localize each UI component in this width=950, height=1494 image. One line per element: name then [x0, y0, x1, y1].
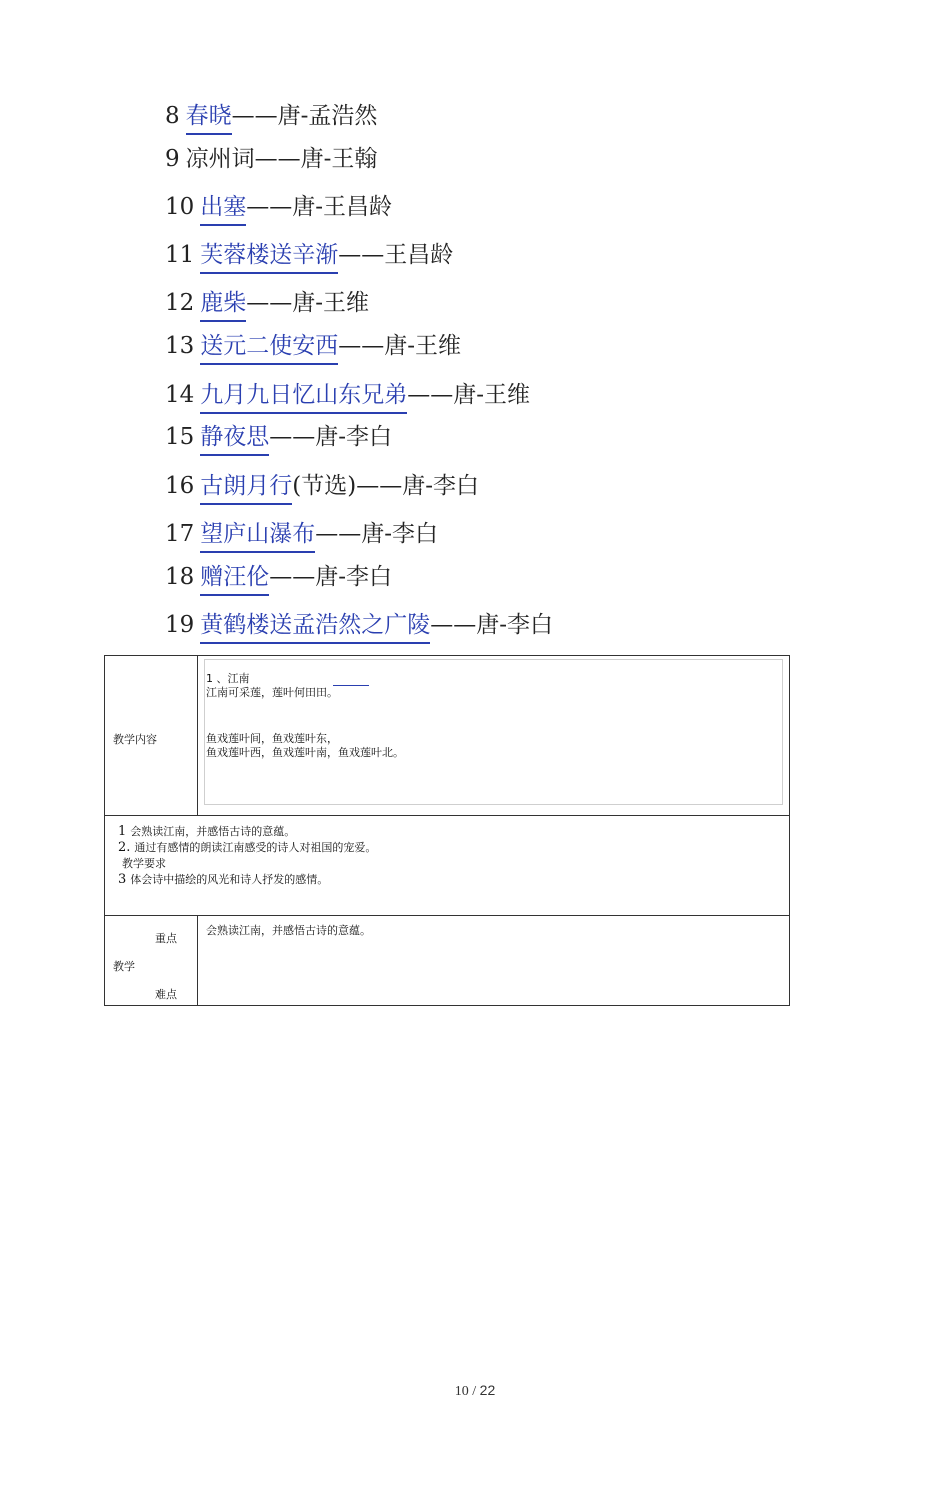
table-row-key-points	[105, 916, 790, 1006]
label-teaching: 教学	[113, 960, 135, 973]
poem-item-19	[165, 610, 553, 644]
poem-item-15	[165, 422, 392, 456]
poem-author: 唐-李白	[361, 521, 439, 547]
poem-number: 8	[165, 103, 180, 129]
poem-separator: ——	[338, 242, 385, 268]
label-key: 重点	[155, 932, 177, 945]
poem-separator: ——	[338, 333, 385, 359]
poem-author: 唐-孟浩然	[277, 103, 378, 129]
poem-author: 唐-王昌龄	[292, 194, 393, 220]
poem-title-link[interactable]: 出塞	[200, 192, 246, 226]
content-cell	[198, 916, 790, 1006]
poem-number: 14	[165, 382, 195, 408]
poem-item-14	[165, 380, 530, 414]
poem-author: 唐-李白	[315, 564, 393, 590]
poem-line: 江南可采莲，莲叶何田田。	[206, 686, 338, 699]
poem-title-link[interactable]: 九月九日忆山东兄弟	[200, 380, 407, 414]
poem-author: 唐-李白	[402, 473, 480, 499]
poem-line: 鱼戏莲叶间，鱼戏莲叶东，	[206, 732, 338, 745]
poem-number: 18	[165, 564, 195, 590]
poem-number: 9	[165, 146, 180, 172]
lesson-plan-table	[104, 655, 790, 1006]
poem-item-8	[165, 101, 377, 135]
poem-author: 唐-李白	[315, 424, 393, 450]
poem-number: 15	[165, 424, 195, 450]
poem-separator: ——	[407, 382, 454, 408]
poem-separator: ——	[269, 564, 316, 590]
poem-author: 唐-王维	[453, 382, 531, 408]
requirement-item: 1 会熟读江南，并感悟古诗的意蕴。	[118, 824, 296, 839]
poem-number: 10	[165, 194, 195, 220]
poem-title-link[interactable]: 芙蓉楼送辛渐	[200, 240, 338, 274]
poem-author: 唐-王翰	[300, 146, 378, 172]
poem-text-box	[204, 659, 783, 805]
poem-author: 唐-王维	[292, 290, 370, 316]
poem-title-link[interactable]: 送元二使安西	[200, 331, 338, 365]
poem-item-17	[165, 519, 438, 553]
requirement-item: 2. 通过有感情的朗读江南感受的诗人对祖国的宠爱。	[118, 840, 377, 855]
requirements-cell	[105, 816, 790, 916]
row-label-teaching-content: 教学内容	[113, 733, 157, 746]
poem-separator: (节选)——	[292, 473, 403, 499]
poem-item-13	[165, 331, 461, 365]
page-number: 10 / 22	[454, 1382, 496, 1399]
content-cell	[198, 656, 790, 816]
poem-number: 19	[165, 612, 195, 638]
poem-separator: ——	[315, 521, 362, 547]
poem-author: 唐-李白	[476, 612, 554, 638]
poem-title-link[interactable]: 春晓	[186, 101, 232, 135]
requirement-item: 3 体会诗中描绘的风光和诗人抒发的感情。	[118, 872, 329, 887]
poem-item-18	[165, 562, 392, 596]
poem-separator: ——	[269, 424, 316, 450]
poem-separator: ——	[254, 146, 301, 172]
label-difficulty: 难点	[155, 988, 177, 1001]
table-row-content	[105, 656, 790, 816]
poem-title-link[interactable]: 赠汪伦	[200, 562, 269, 596]
poem-title-link[interactable]: 黄鹤楼送孟浩然之广陵	[200, 610, 430, 644]
requirements-list	[105, 816, 789, 888]
poem-item-9	[165, 144, 377, 176]
poem-title-link[interactable]: 静夜思	[200, 422, 269, 456]
poem-line: 鱼戏莲叶西，鱼戏莲叶南，鱼戏莲叶北。	[206, 746, 404, 759]
label-cell	[105, 656, 198, 816]
poem-number: 12	[165, 290, 195, 316]
poem-separator: ——	[231, 103, 278, 129]
key-points-text: 会熟读江南，并感悟古诗的意蕴。	[206, 924, 371, 937]
poem-separator: ——	[246, 194, 293, 220]
poem-heading: 1 、江南	[206, 672, 250, 685]
poem-item-12	[165, 288, 369, 322]
poem-title: 凉州词	[185, 146, 255, 172]
poem-author: 王昌龄	[384, 242, 454, 268]
poem-title-link[interactable]: 望庐山瀑布	[200, 519, 315, 553]
requirement-label: 教学要求	[122, 857, 166, 870]
poem-number: 17	[165, 521, 195, 547]
poem-number: 13	[165, 333, 195, 359]
poem-item-10	[165, 192, 392, 226]
poem-separator: ——	[246, 290, 293, 316]
table-row-requirements	[105, 816, 790, 916]
poem-title-link[interactable]: 鹿柴	[200, 288, 246, 322]
poem-item-16	[165, 471, 479, 505]
poem-number: 16	[165, 473, 195, 499]
label-cell	[105, 916, 198, 1006]
poem-title-link[interactable]: 古朗月行	[200, 471, 292, 505]
poem-item-11	[165, 240, 453, 274]
underline-mark	[333, 685, 369, 686]
poem-author: 唐-王维	[384, 333, 462, 359]
poem-number: 11	[165, 242, 195, 268]
poem-separator: ——	[430, 612, 477, 638]
